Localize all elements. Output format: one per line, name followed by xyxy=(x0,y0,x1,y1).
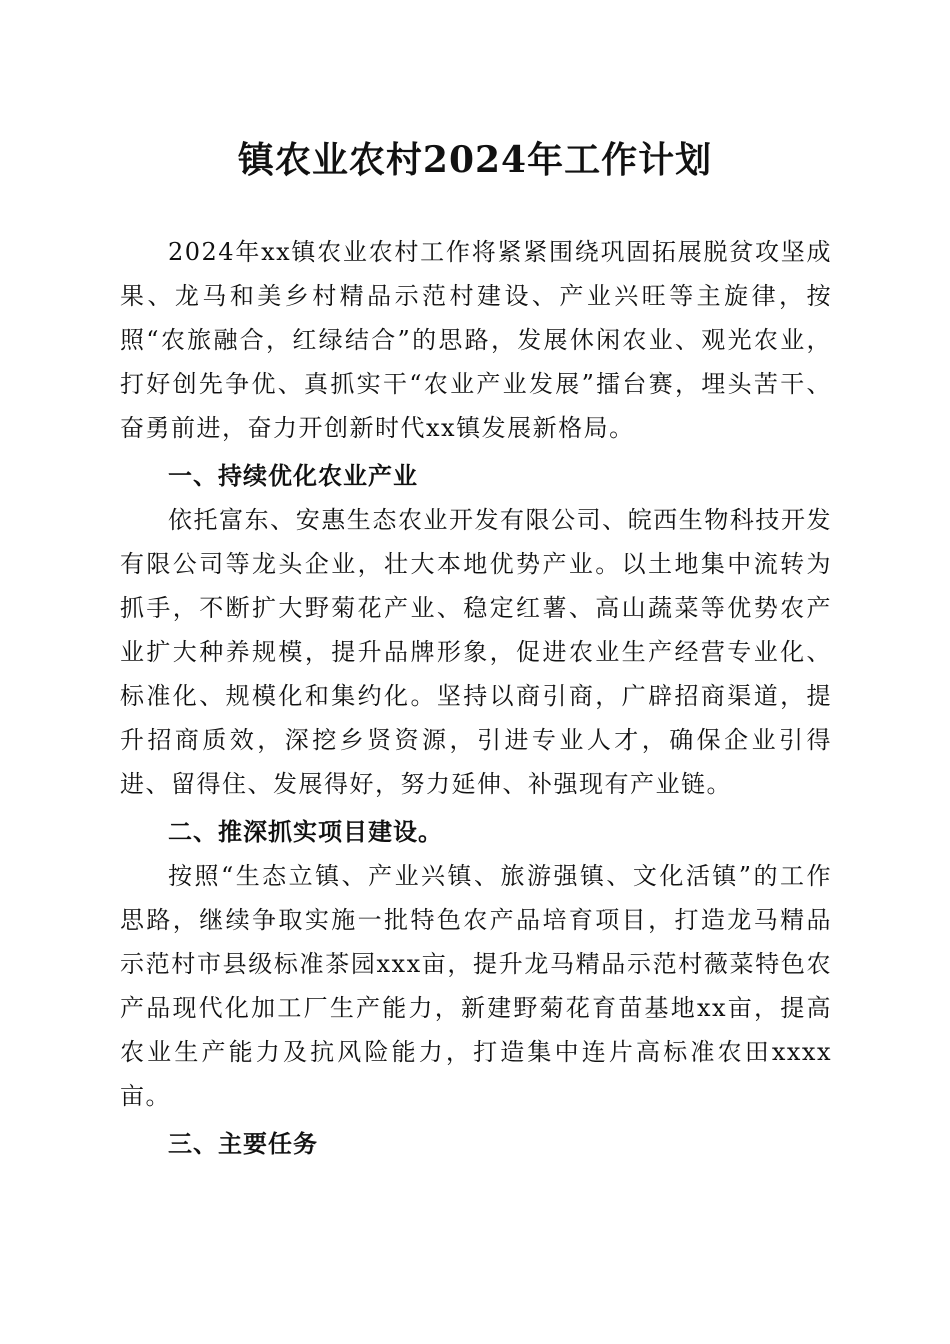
section-body-2: 按照“生态立镇、产业兴镇、旅游强镇、文化活镇”的工作思路，继续争取实施一批特色农产品培育项目，打造龙马精品示范村市县级标准茶园xxx亩，提升龙马精品示范村薇菜特色农产品现代化加工厂生产能力，新建野菊花育苗基地xx亩，提高农业生产能力及抗风险能力，打造集中连片高标准农田xxxx亩。 xyxy=(120,862,832,1110)
section-body-1: 依托富东、安惠生态农业开发有限公司、皖西生物科技开发有限公司等龙头企业，壮大本地优势产业。以土地集中流转为抓手，不断扩大野菊花产业、稳定红薯、高山蔬菜等优势农产业扩大种养规模，提升品牌形象，促进农业生产经营专业化、标准化、规模化和集约化。坚持以商引商，广辟招商渠道，提升招商质效，深挖乡贤资源，引进专业人才，确保企业引得进、留得住、发展得好，努力延伸、补强现有产业链。 xyxy=(120,506,832,798)
section-heading-1: 一、持续优化农业产业 xyxy=(168,462,418,490)
section-heading-3: 三、主要任务 xyxy=(168,1130,318,1158)
section-heading-2: 二、推深抓实项目建设。 xyxy=(168,818,443,846)
intro-paragraph: 2024年xx镇农业农村工作将紧紧围绕巩固拓展脱贫攻坚成果、龙马和美乡村精品示范村建设、产业兴旺等主旋律，按照“农旅融合，红绿结合”的思路，发展休闲农业、观光农业，打好创先争优、真抓实干“农业产业发展”擂台赛，埋头苦干、奋勇前进，奋力开创新时代xx镇发展新格局。 xyxy=(120,238,832,442)
document-title: 镇农业农村2024年工作计划 xyxy=(237,139,713,181)
